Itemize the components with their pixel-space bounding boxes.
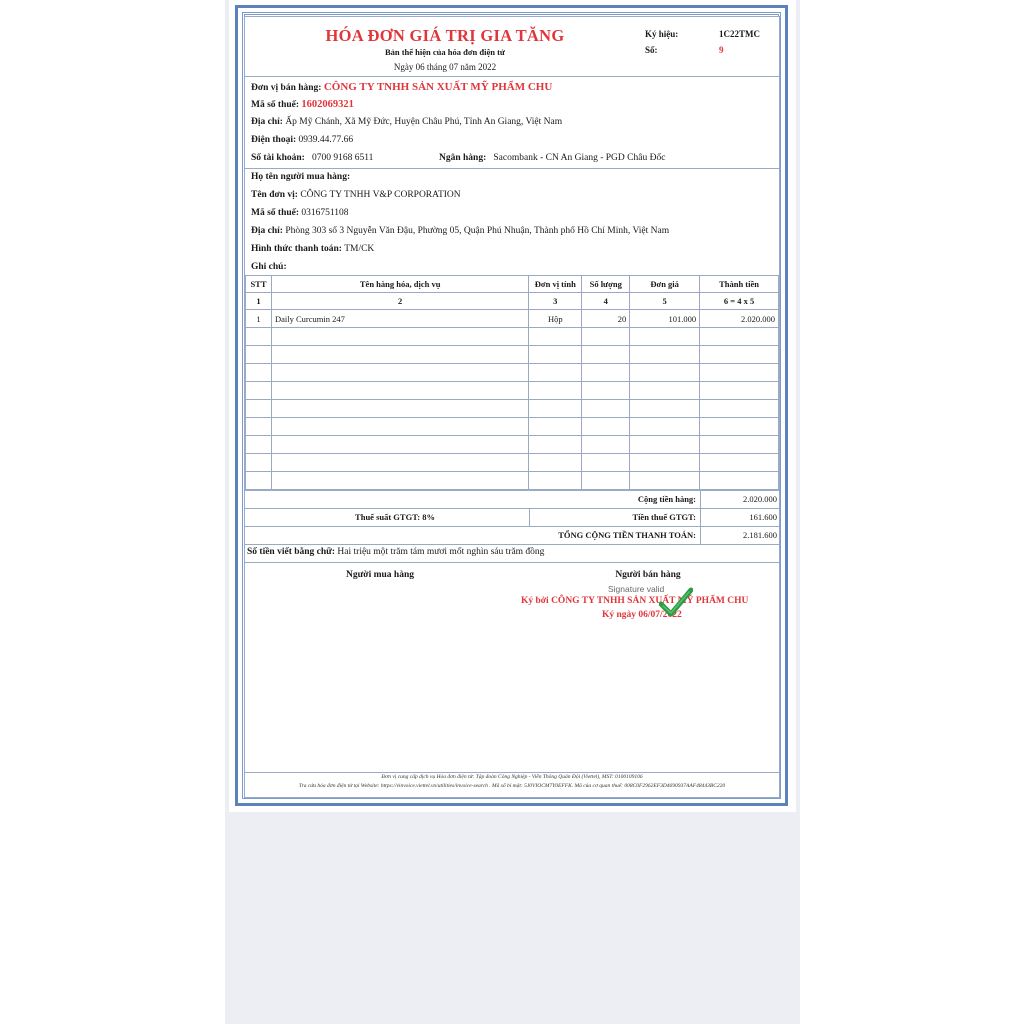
seller-address: Ấp Mỹ Chánh, Xã Mỹ Đức, Huyện Châu Phú, Tỉnh An Giang, Việt Nam xyxy=(285,117,563,127)
table-row-empty xyxy=(246,328,779,346)
table-row-empty xyxy=(246,400,779,418)
seller-bank-row: Ngân hàng: Sacombank - CN An Giang - PGD Châu Đốc xyxy=(439,153,666,163)
symbol-label: Ký hiệu: xyxy=(645,29,679,39)
header-unit: Đơn vị tính xyxy=(529,276,582,293)
buyer-address: Phòng 303 số 3 Nguyễn Văn Đậu, Phường 05, Quận Phú Nhuận, Thành phố Hồ Chí Minh, Việt Nam xyxy=(285,226,670,236)
buyer-unit-row: Tên đơn vị: CÔNG TY TNHH V&P CORPORATION xyxy=(251,190,461,200)
header-amount: Thành tiền xyxy=(700,276,779,293)
amount-in-words: Hai triệu một trăm tám mươi mốt nghìn sáu trăm đồng xyxy=(337,547,545,557)
buyer-address-row: Địa chỉ: Phòng 303 số 3 Nguyễn Văn Đậu, Phường 05, Quận Phú Nhuận, Thành phố Hồ Chí Minh, Việt Nam xyxy=(251,226,670,236)
seller-name: CÔNG TY TNHH SẢN XUẤT MỸ PHẨM CHU xyxy=(323,81,553,93)
invoice-subtitle: Bản thể hiện của hóa đơn điện tử xyxy=(384,47,506,57)
footer-provider: Đơn vị cung cấp dịch vụ Hóa đơn điện tử: Tập đoàn Công Nghiệp - Viễn Thông Quân Đội (Viettel), MST: 0100109106 xyxy=(381,774,643,780)
signed-date-text: Ký ngày 06/07/2022 xyxy=(602,610,682,620)
table-row-empty xyxy=(246,418,779,436)
buyer-payment-row: Hình thức thanh toán: TM/CK xyxy=(251,244,375,254)
table-row-empty xyxy=(246,472,779,490)
seller-bank: Sacombank - CN An Giang - PGD Châu Đốc xyxy=(493,153,666,163)
buyer-person-row: Họ tên người mua hàng: xyxy=(251,172,351,182)
table-row-empty xyxy=(246,346,779,364)
items-table xyxy=(245,275,779,490)
table-header-row xyxy=(246,276,779,293)
table-row-empty xyxy=(246,382,779,400)
buyer-note-row: Ghi chú: xyxy=(251,262,287,272)
seller-signature-title: Người bán hàng xyxy=(615,570,681,580)
header-price: Đơn giá xyxy=(630,276,700,293)
signed-by-text: Ký bởi CÔNG TY TNHH SẢN XUẤT MỸ PHẨM CHU xyxy=(521,596,749,606)
seller-name-row: Đơn vị bán hàng: CÔNG TY TNHH SẢN XUẤT MỸ PHẨM CHU xyxy=(251,81,553,93)
invoice-title: HÓA ĐƠN GIÁ TRỊ GIA TĂNG xyxy=(325,26,565,45)
buyer-payment: TM/CK xyxy=(344,244,375,254)
invoice-date: Ngày 06 tháng 07 năm 2022 xyxy=(393,62,497,72)
seller-tax-code: 1602069321 xyxy=(301,99,354,110)
invoice-sheet xyxy=(244,16,780,798)
seller-tax-row: Mã số thuế: 1602069321 xyxy=(251,99,354,110)
grand-total-value: 2.181.600 xyxy=(743,530,777,540)
buyer-tax-row: Mã số thuế: 0316751108 xyxy=(251,208,349,218)
signature-check-icon xyxy=(659,587,693,619)
amount-in-words-row: Số tiền viết bằng chữ: Hai triệu một trăm tám mươi mốt nghìn sáu trăm đồng xyxy=(247,547,545,557)
table-row-empty xyxy=(246,364,779,382)
seller-phone-row: Điện thoại: 0939.44.77.66 xyxy=(251,135,354,145)
vat-rate: Thuế suất GTGT: 8% xyxy=(355,512,435,522)
seller-address-row: Địa chỉ: Ấp Mỹ Chánh, Xã Mỹ Đức, Huyện Châu Phú, Tỉnh An Giang, Việt Nam xyxy=(251,117,563,127)
footer-lookup: Tra cứu hóa đơn điện tử tại Website: https://vinvoice.viettel.vn/utilities/invoice-search . Mã số bí mật: 5J0VIOCM7Y0EFFK. Mã của cơ quan thuế: 008C0F2962EF3D4690937AAF48443BC220 xyxy=(298,783,726,789)
number-value: 9 xyxy=(719,45,724,55)
header-name: Tên hàng hóa, dịch vụ xyxy=(271,276,528,293)
seller-account: 0700 9168 6511 xyxy=(311,153,374,163)
buyer-unit: CÔNG TY TNHH V&P CORPORATION xyxy=(300,190,461,200)
seller-phone: 0939.44.77.66 xyxy=(298,135,354,145)
table-row-empty xyxy=(246,454,779,472)
table-row-empty xyxy=(246,436,779,454)
table-index-row: 1 2 3 4 5 6 = 4 x 5 xyxy=(246,293,779,310)
grand-total-label: TỔNG CỘNG TIỀN THANH TOÁN: xyxy=(558,530,696,540)
number-label: Số: xyxy=(645,45,658,55)
vat-label: Tiền thuế GTGT: xyxy=(632,512,696,522)
header-qty: Số lượng xyxy=(582,276,630,293)
subtotal-label: Cộng tiền hàng: xyxy=(637,494,696,504)
header-stt: STT xyxy=(246,276,272,293)
seller-account-row: Số tài khoản: 0700 9168 6511 xyxy=(251,153,374,163)
buyer-tax-code: 0316751108 xyxy=(301,208,349,218)
buyer-signature-title: Người mua hàng xyxy=(346,570,414,580)
table-row: 1 Daily Curcumin 247 Hộp 20 101.000 2.020.000 xyxy=(246,310,779,328)
signature-valid-text: Signature valid xyxy=(608,584,665,594)
vat-value: 161.600 xyxy=(749,512,777,522)
symbol-value: 1C22TMC xyxy=(719,29,760,39)
subtotal-value: 2.020.000 xyxy=(743,494,777,504)
